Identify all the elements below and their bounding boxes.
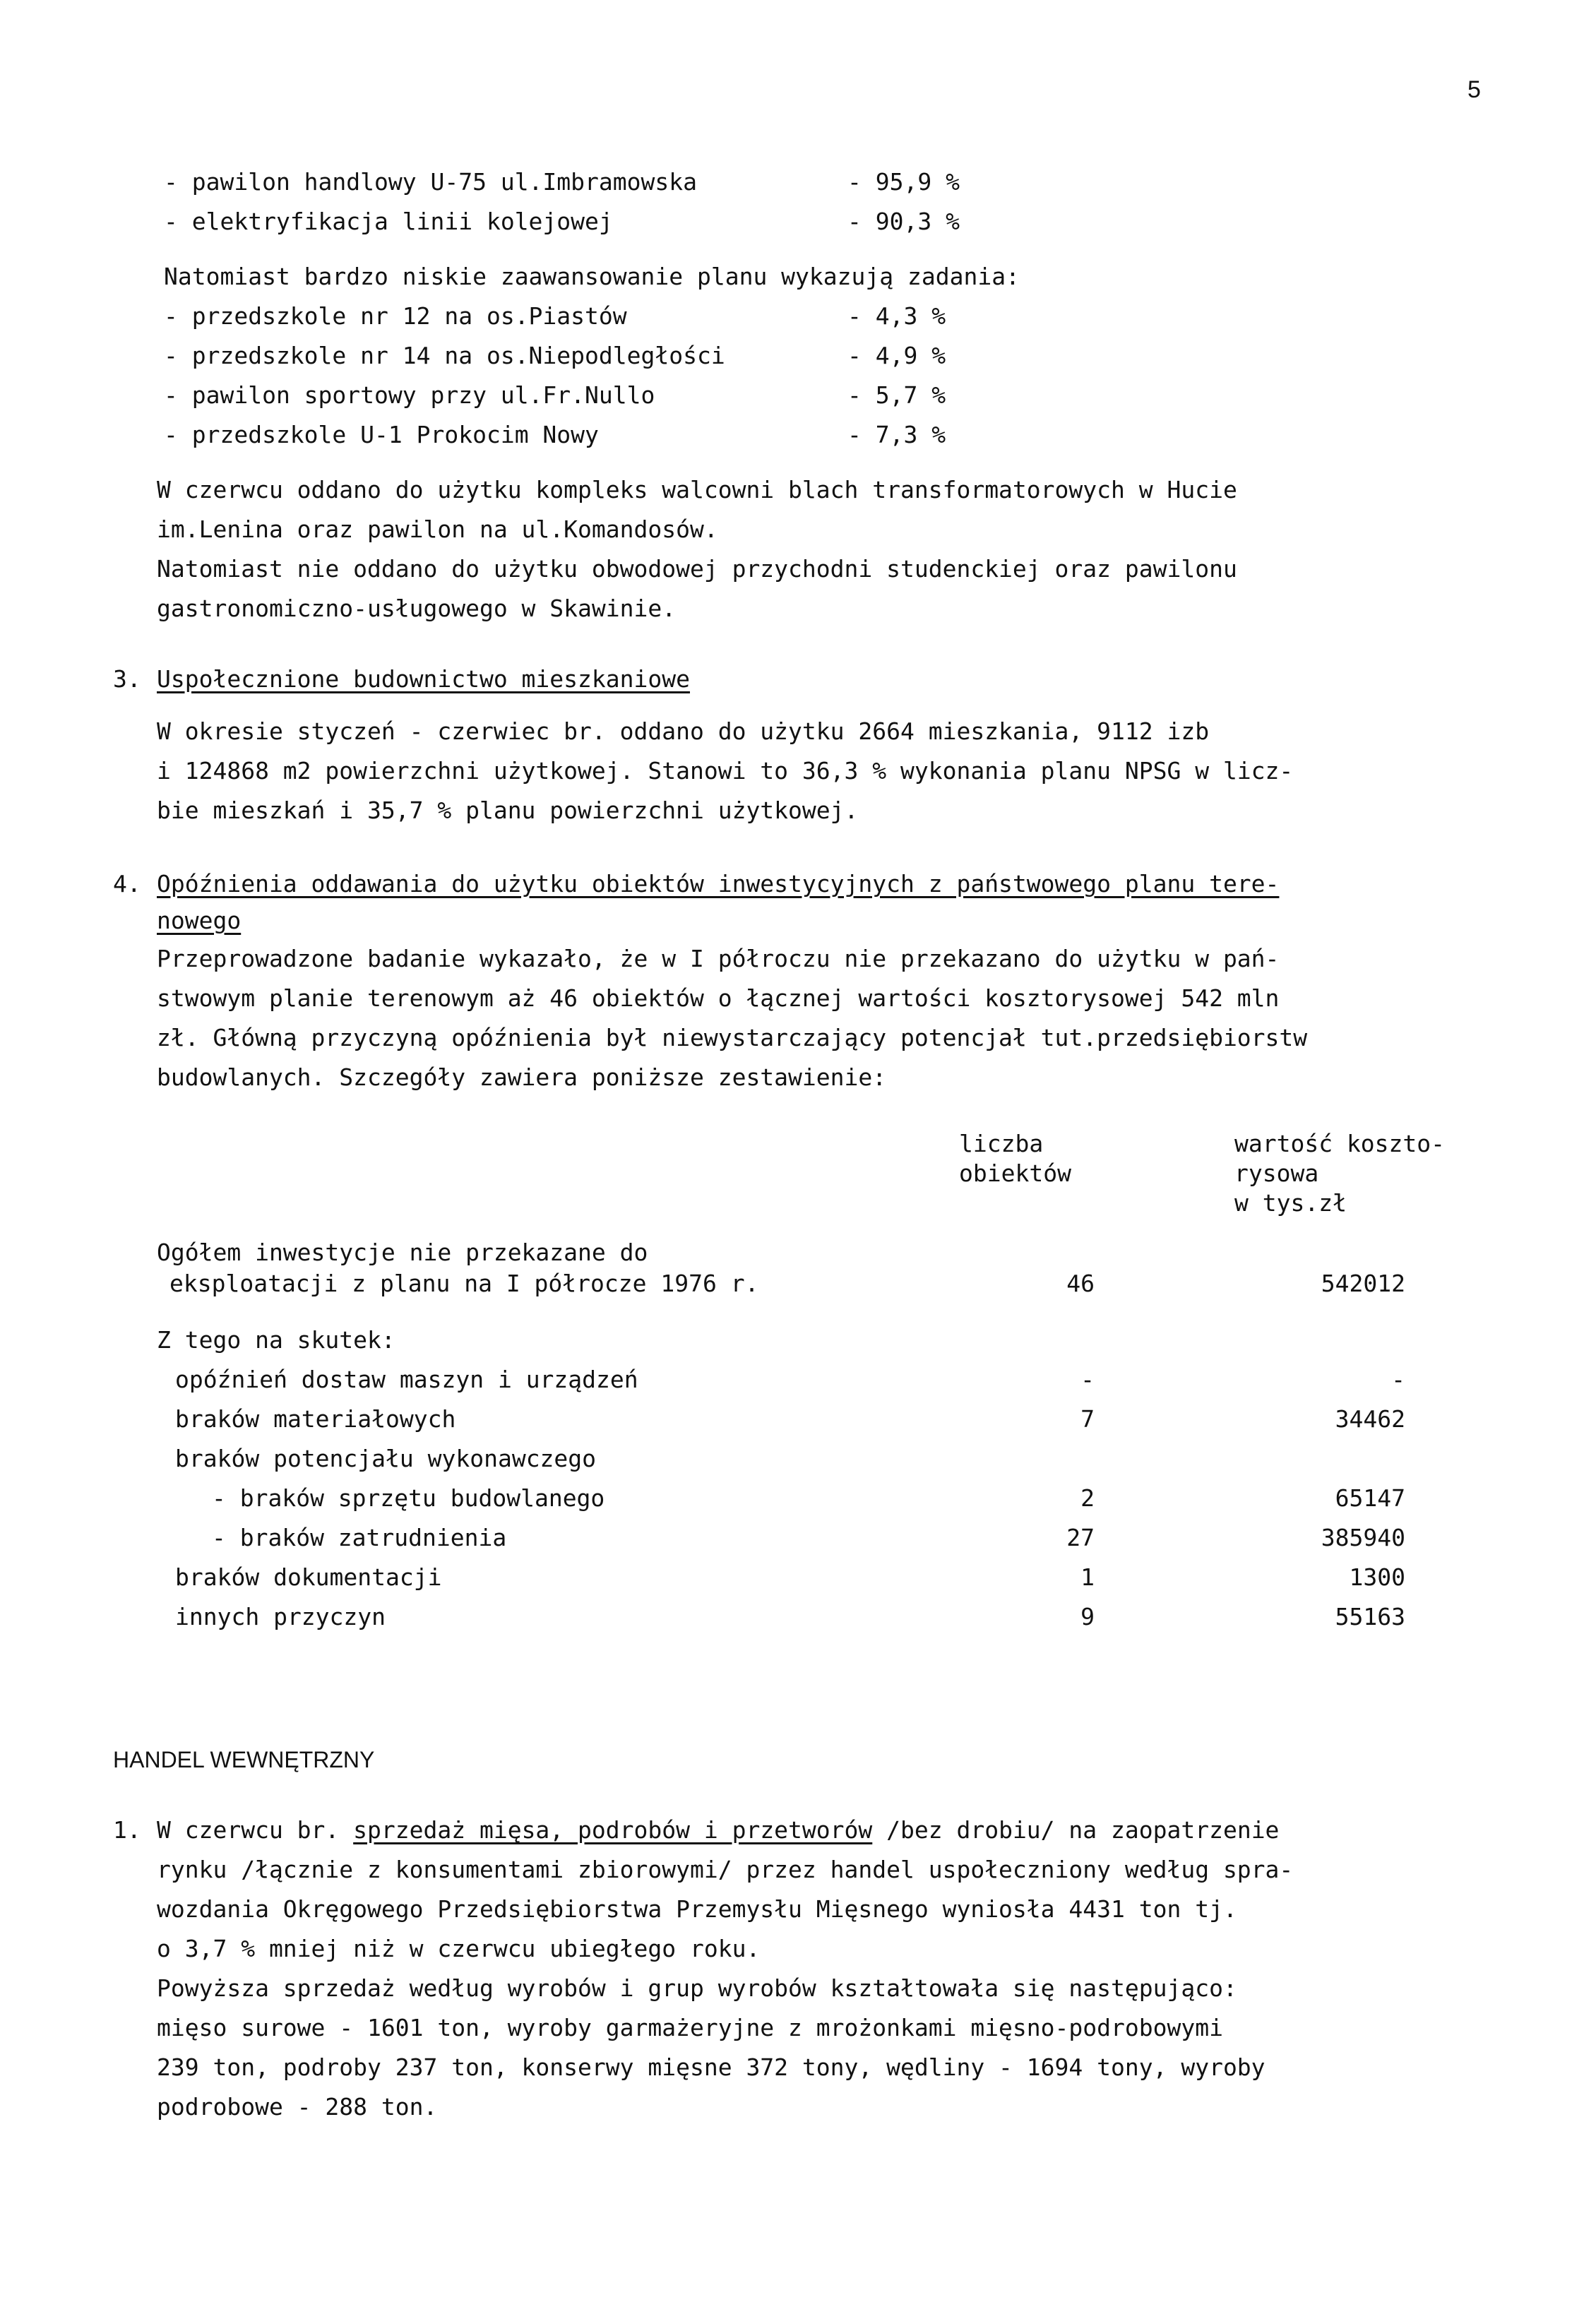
low-item-value: - 4,9 % bbox=[847, 342, 946, 369]
section-4-line: budowlanych. Szczegóły zawiera poniższe zestawienie: bbox=[157, 1063, 887, 1091]
intro-item-label: - elektryfikacja linii kolejowej bbox=[164, 208, 613, 235]
table-header-value: wartość koszto- bbox=[1234, 1130, 1446, 1157]
table-header-value: rysowa bbox=[1234, 1159, 1319, 1187]
section-3-line: bie mieszkań i 35,7 % planu powierzchni użytkowej. bbox=[157, 797, 859, 824]
paragraph-line: gastronomiczno-usługowego w Skawinie. bbox=[157, 595, 677, 622]
handel-line: rynku /łącznie z konsumentami zbiorowymi/ przez handel uspołeczniony według spra- bbox=[157, 1856, 1294, 1883]
table-row-label: opóźnień dostaw maszyn i urządzeń bbox=[175, 1366, 638, 1393]
low-item-value: - 4,3 % bbox=[847, 302, 946, 330]
table-row-label: - braków zatrudnienia bbox=[212, 1524, 507, 1551]
intro-item-label: - pawilon handlowy U-75 ul.Imbramowska bbox=[164, 168, 697, 196]
table-header-value: w tys.zł bbox=[1234, 1189, 1347, 1217]
handel-line: 239 ton, podroby 237 ton, konserwy mięsne 372 tony, wędliny - 1694 tony, wyroby bbox=[157, 2053, 1266, 2081]
low-intro-text: Natomiast bardzo niskie zaawansowanie planu wykazują zadania: bbox=[164, 263, 1020, 290]
table-row-label: braków dokumentacji bbox=[175, 1563, 442, 1591]
section-3-line: i 124868 m2 powierzchni użytkowej. Stanowi to 36,3 % wykonania planu NPSG w licz- bbox=[157, 757, 1294, 785]
table-row-value: - bbox=[1391, 1366, 1405, 1393]
intro-item-value: - 90,3 % bbox=[847, 208, 960, 235]
section-heading: HANDEL WEWNĘTRZNY bbox=[113, 1747, 375, 1772]
section-3-line: W okresie styczeń - czerwiec br. oddano do użytku 2664 mieszkania, 9112 izb bbox=[157, 717, 1210, 745]
handel-line-prefix: W czerwcu br. bbox=[157, 1816, 354, 1844]
low-item-value: - 5,7 % bbox=[847, 381, 946, 409]
table-total-label: eksploatacji z planu na I półrocze 1976 r. bbox=[169, 1270, 759, 1297]
page-number: 5 bbox=[1467, 76, 1481, 103]
table-row-value: 34462 bbox=[1335, 1405, 1405, 1433]
handel-line: podrobowe - 288 ton. bbox=[157, 2093, 438, 2121]
paragraph-line: W czerwcu oddano do użytku kompleks walcowni blach transformatorowych w Hucie bbox=[157, 476, 1237, 503]
section-3-title: Uspołecznione budownictwo mieszkaniowe bbox=[157, 665, 690, 693]
table-row-value: 385940 bbox=[1321, 1524, 1405, 1551]
table-row-count: 2 bbox=[1080, 1484, 1095, 1512]
section-4-title: Opóźnienia oddawania do użytku obiektów inwestycyjnych z państwowego planu tere- bbox=[157, 870, 1280, 897]
table-row-count: - bbox=[1080, 1366, 1095, 1393]
handel-line: Powyższa sprzedaż według wyrobów i grup wyrobów kształtowała się następująco: bbox=[157, 1974, 1237, 2002]
handel-line: mięso surowe - 1601 ton, wyroby garmażeryjne z mrożonkami mięsno-podrobowymi bbox=[157, 2014, 1223, 2041]
handel-line: wozdania Okręgowego Przedsiębiorstwa Przemysłu Mięsnego wyniosła 4431 ton tj. bbox=[157, 1895, 1237, 1923]
section-4-line: stwowym planie terenowym aż 46 obiektów o łącznej wartości kosztorysowej 542 mln bbox=[157, 984, 1280, 1012]
table-row-value: 1300 bbox=[1349, 1563, 1405, 1591]
handel-line-suffix: /bez drobiu/ na zaopatrzenie bbox=[872, 1816, 1280, 1844]
handel-underlined-text: sprzedaż mięsa, podrobów i przetworów bbox=[353, 1816, 873, 1844]
section-4-title: nowego bbox=[157, 907, 242, 934]
table-row-label: braków potencjału wykonawczego bbox=[175, 1445, 597, 1472]
table-row-count: 1 bbox=[1080, 1563, 1095, 1591]
low-item-label: - przedszkole nr 12 na os.Piastów bbox=[164, 302, 627, 330]
handel-first-line bbox=[157, 1815, 1279, 1846]
table-row-count: 7 bbox=[1080, 1405, 1095, 1433]
table-row-count: 27 bbox=[1066, 1524, 1095, 1551]
low-item-value: - 7,3 % bbox=[847, 421, 946, 448]
section-4-line: Przeprowadzone badanie wykazało, że w I półroczu nie przekazano do użytku w pań- bbox=[157, 945, 1280, 972]
table-row-count: 9 bbox=[1080, 1603, 1095, 1630]
paragraph-line: im.Lenina oraz pawilon na ul.Komandosów. bbox=[157, 515, 718, 543]
table-header-count: liczba bbox=[959, 1130, 1044, 1157]
handel-number: 1. bbox=[113, 1816, 141, 1844]
table-total-label: Ogółem inwestycje nie przekazane do bbox=[157, 1239, 648, 1266]
table-row-value: 55163 bbox=[1335, 1603, 1405, 1630]
low-item-label: - pawilon sportowy przy ul.Fr.Nullo bbox=[164, 381, 655, 409]
table-row-value: 65147 bbox=[1335, 1484, 1405, 1512]
table-total-value: 542012 bbox=[1321, 1270, 1405, 1297]
section-3-number: 3. bbox=[113, 665, 141, 693]
low-item-label: - przedszkole nr 14 na os.Niepodległości bbox=[164, 342, 725, 369]
handel-line: o 3,7 % mniej niż w czerwcu ubiegłego roku. bbox=[157, 1935, 761, 1962]
table-subhead: Z tego na skutek: bbox=[157, 1326, 395, 1354]
table-row-label: - braków sprzętu budowlanego bbox=[212, 1484, 605, 1512]
table-row-label: braków materiałowych bbox=[175, 1405, 456, 1433]
low-item-label: - przedszkole U-1 Prokocim Nowy bbox=[164, 421, 599, 448]
section-4-number: 4. bbox=[113, 870, 141, 897]
paragraph-line: Natomiast nie oddano do użytku obwodowej przychodni studenckiej oraz pawilonu bbox=[157, 555, 1237, 583]
intro-item-value: - 95,9 % bbox=[847, 168, 960, 196]
table-header-count: obiektów bbox=[959, 1159, 1071, 1187]
table-total-count: 46 bbox=[1066, 1270, 1095, 1297]
table-row-label: innych przyczyn bbox=[175, 1603, 386, 1630]
section-4-line: zł. Główną przyczyną opóźnienia był niewystarczający potencjał tut.przedsiębiorstw bbox=[157, 1024, 1308, 1051]
